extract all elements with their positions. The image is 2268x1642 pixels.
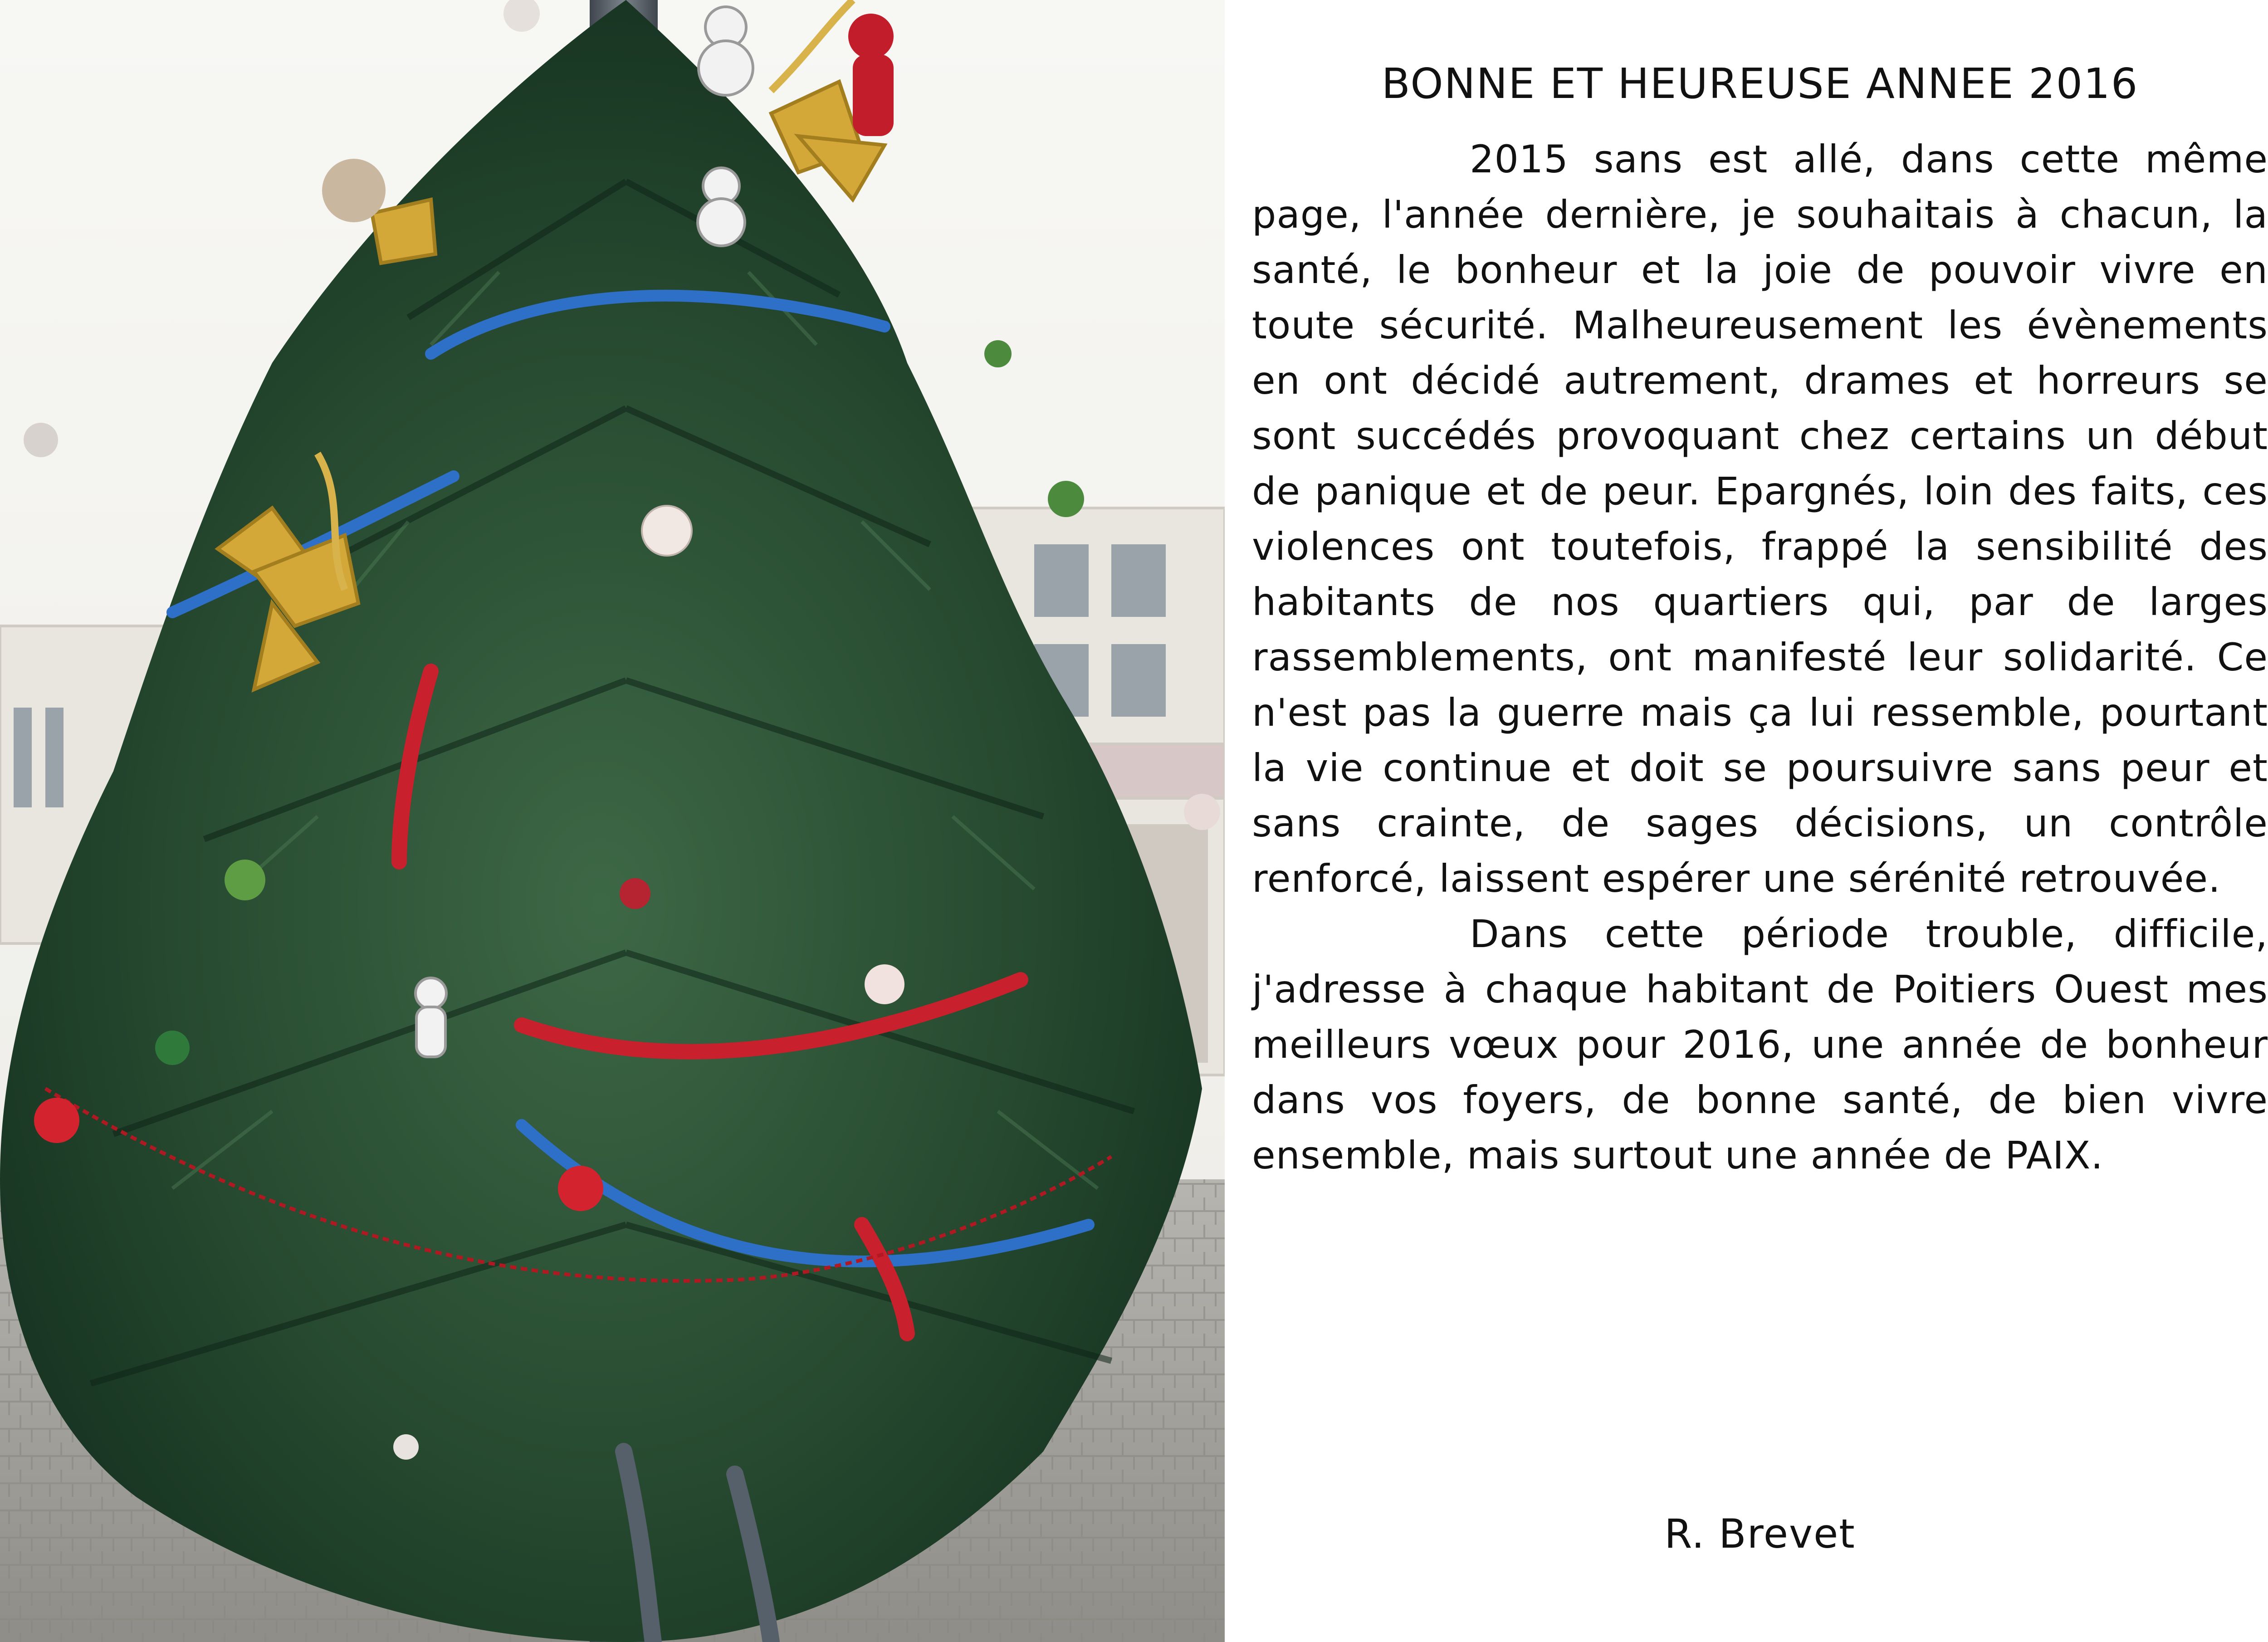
letter	[1252, 59, 2268, 1601]
letter-signature: R. Brevet	[1664, 1510, 1856, 1557]
letter-title: BONNE ET HEUREUSE ANNEE 2016	[1381, 59, 2139, 108]
letter-paragraph-1: 2015 sans est allé, dans cette même page, l'année dernière, je souhaitais à chacun, la santé, le bonheur et la joie de pouvoir vivre en toute sécurité. Malheureusement les évènements en ont décidé autrement, drames et horreurs se sont succédés provoquant chez certains un début de panique et de peur. Epargnés, loin des faits, ces violences ont toutefois, frappé la sensibilité des habitants de nos quartiers qui, par de larges rassemblements, ont manifesté leur solidarité. Ce n'est pas la guerre mais ça lui ressemble, pourtant la vie continue et doit se poursuivre sans peur et sans crainte, de sages décisions, un contrôle renforcé, laissent espérer une sérénité retrouvée.	[1252, 137, 2268, 901]
letter-paragraph-2: Dans cette période trouble, difficile, j'adresse à chaque habitant de Poitiers Ouest mes meilleurs vœux pour 2016, une année de bonheur dans vos foyers, de bonne santé, de bien vivre ensemble, mais surtout une année de PAIX.	[1252, 912, 2268, 1178]
santa-figure	[848, 14, 894, 136]
